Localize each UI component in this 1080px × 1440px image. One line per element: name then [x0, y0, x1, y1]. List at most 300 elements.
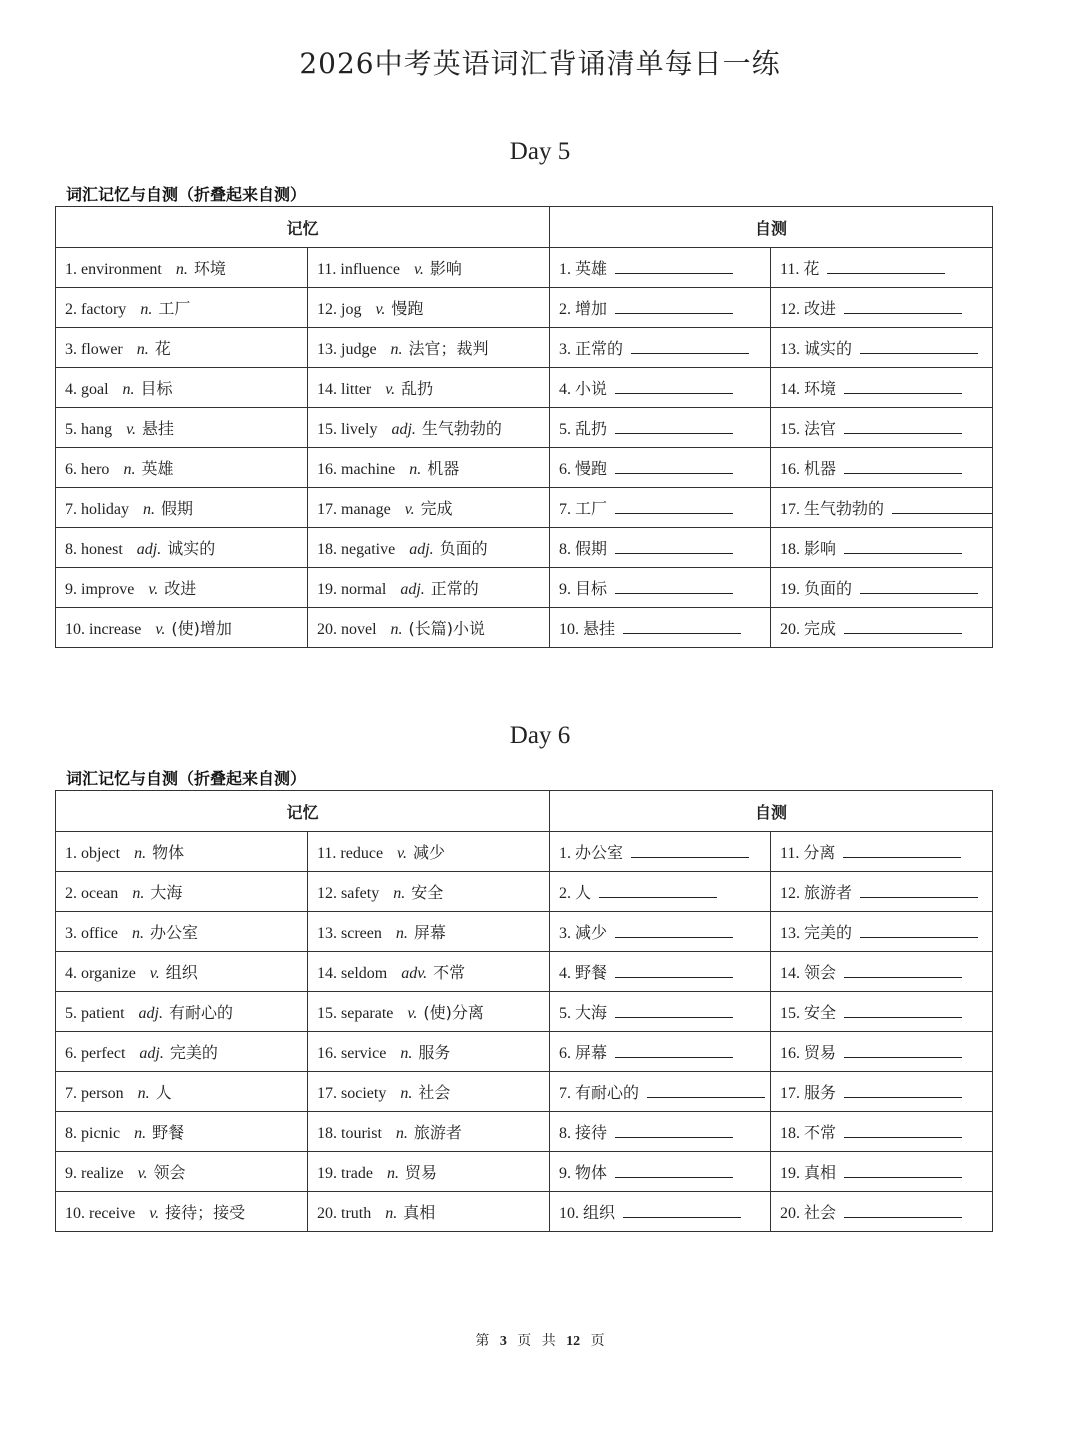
entry-number: 2. [65, 885, 77, 902]
entry-number: 8. [65, 541, 77, 558]
answer-blank[interactable] [615, 923, 733, 938]
part-of-speech: n. [134, 1125, 147, 1142]
self-test-entry [771, 568, 993, 608]
chinese-meaning: 贸易 [404, 1163, 437, 1182]
entry-number: 13. [780, 925, 801, 942]
self-test-entry [550, 1152, 771, 1192]
vocab-table-day6 [55, 790, 993, 1232]
memory-entry [56, 912, 308, 952]
english-word: tourist [341, 1125, 382, 1142]
memory-entry [308, 952, 550, 992]
chinese-meaning: 机器 [427, 459, 460, 478]
answer-blank[interactable] [615, 963, 733, 978]
answer-blank[interactable] [844, 1163, 962, 1178]
part-of-speech: v. [149, 965, 160, 982]
english-word: increase [89, 621, 142, 638]
part-of-speech: n. [386, 1165, 399, 1182]
english-word: judge [341, 341, 377, 358]
answer-blank[interactable] [844, 539, 962, 554]
answer-blank[interactable] [844, 459, 962, 474]
entry-number: 4. [65, 965, 77, 982]
chinese-prompt: 完美的 [804, 923, 853, 942]
answer-blank[interactable] [844, 1203, 962, 1218]
part-of-speech: n. [400, 1085, 413, 1102]
part-of-speech: n. [140, 301, 153, 318]
entry-number: 15. [780, 1005, 801, 1022]
chinese-meaning: 正常的 [430, 579, 479, 598]
answer-blank[interactable] [599, 883, 717, 898]
entry-number: 7. [65, 1085, 77, 1102]
part-of-speech: adj. [138, 1005, 163, 1022]
entry-number: 11. [317, 845, 337, 862]
entry-number: 5. [65, 421, 77, 438]
chinese-meaning: 改进 [164, 579, 197, 598]
entry-number: 4. [65, 381, 77, 398]
chinese-prompt: 有耐心的 [575, 1083, 640, 1102]
answer-blank[interactable] [631, 339, 749, 354]
chinese-meaning: 领会 [153, 1163, 186, 1182]
part-of-speech: adj. [409, 541, 434, 558]
entry-number: 3. [559, 925, 572, 942]
chinese-prompt: 机器 [804, 459, 837, 478]
chinese-prompt: 物体 [575, 1163, 608, 1182]
section-heading: 词汇记忆与自测（折叠起来自测） [66, 185, 307, 204]
answer-blank[interactable] [615, 259, 733, 274]
english-word: flower [81, 341, 123, 358]
part-of-speech: n. [385, 1205, 398, 1222]
table-row [56, 528, 993, 568]
answer-blank[interactable] [615, 1163, 733, 1178]
english-word: picnic [81, 1125, 121, 1142]
chinese-prompt: 分离 [803, 843, 836, 862]
self-test-entry [771, 288, 993, 328]
entry-number: 17. [780, 501, 801, 518]
entry-number: 15. [317, 1005, 337, 1022]
english-word: truth [341, 1205, 372, 1222]
answer-blank[interactable] [844, 963, 962, 978]
part-of-speech: n. [395, 1125, 408, 1142]
answer-blank[interactable] [615, 1123, 733, 1138]
english-word: machine [341, 461, 396, 478]
part-of-speech: n. [136, 341, 149, 358]
answer-blank[interactable] [844, 1083, 962, 1098]
self-test-entry [771, 952, 993, 992]
chinese-meaning: 法官；裁判 [408, 339, 489, 358]
entry-number: 18. [780, 1125, 801, 1142]
english-word: object [81, 845, 121, 862]
entry-number: 2. [65, 301, 77, 318]
answer-blank[interactable] [615, 379, 733, 394]
chinese-prompt: 增加 [575, 299, 608, 318]
self-test-entry [771, 608, 993, 648]
answer-blank[interactable] [615, 419, 733, 434]
memory-entry [308, 1112, 550, 1152]
english-word: organize [81, 965, 136, 982]
chinese-meaning: 悬挂 [142, 419, 175, 438]
memory-entry [308, 488, 550, 528]
chinese-prompt: 领会 [804, 963, 837, 982]
table-row [56, 1192, 993, 1232]
part-of-speech: n. [390, 621, 403, 638]
part-of-speech: n. [390, 341, 403, 358]
self-test-entry [550, 328, 771, 368]
entry-number: 10. [65, 621, 85, 638]
test-column-header: 自测 [550, 207, 993, 248]
english-word: environment [81, 261, 162, 278]
chinese-prompt: 减少 [575, 923, 608, 942]
english-word: ocean [81, 885, 119, 902]
self-test-entry [550, 1112, 771, 1152]
memory-entry [308, 992, 550, 1032]
memory-entry [56, 288, 308, 328]
self-test-entry [550, 528, 771, 568]
english-word: litter [341, 381, 372, 398]
section-heading: 词汇记忆与自测（折叠起来自测） [66, 769, 307, 788]
answer-blank[interactable] [844, 1043, 962, 1058]
self-test-entry [771, 368, 993, 408]
table-row [56, 952, 993, 992]
memory-entry [56, 448, 308, 488]
chinese-meaning: 负面的 [439, 539, 488, 558]
english-word: holiday [81, 501, 129, 518]
table-row [56, 488, 993, 528]
entry-number: 5. [559, 421, 572, 438]
part-of-speech: n. [134, 845, 147, 862]
entry-number: 17. [317, 1085, 337, 1102]
part-of-speech: n. [132, 885, 145, 902]
english-word: honest [81, 541, 123, 558]
memory-entry [56, 488, 308, 528]
self-test-entry [550, 248, 771, 288]
table-row [56, 288, 993, 328]
entry-number: 3. [65, 925, 77, 942]
answer-blank[interactable] [623, 619, 741, 634]
chinese-meaning: 假期 [161, 499, 194, 518]
entry-number: 1. [559, 845, 572, 862]
entry-number: 1. [65, 845, 77, 862]
english-word: trade [341, 1165, 373, 1182]
memory-entry [56, 368, 308, 408]
entry-number: 13. [780, 341, 801, 358]
memory-entry [56, 832, 308, 872]
entry-number: 6. [65, 461, 77, 478]
entry-number: 8. [65, 1125, 77, 1142]
memory-entry [56, 1072, 308, 1112]
english-word: hang [81, 421, 113, 438]
entry-number: 8. [559, 541, 572, 558]
chinese-meaning: 生气勃勃的 [421, 419, 502, 438]
self-test-entry [550, 408, 771, 448]
page-footer [0, 1330, 1080, 1350]
footer-mid: 页 共 [517, 1333, 556, 1349]
entry-number: 20. [317, 621, 337, 638]
chinese-meaning: 完美的 [169, 1043, 218, 1062]
chinese-meaning: 有耐心的 [169, 1003, 234, 1022]
entry-number: 11. [317, 261, 337, 278]
entry-number: 20. [780, 621, 801, 638]
english-word: jog [341, 301, 362, 318]
english-word: screen [341, 925, 382, 942]
entry-number: 12. [780, 885, 801, 902]
part-of-speech: n. [395, 925, 408, 942]
chinese-prompt: 诚实的 [804, 339, 853, 358]
self-test-entry [550, 952, 771, 992]
chinese-prompt: 旅游者 [804, 883, 853, 902]
entry-number: 10. [65, 1205, 85, 1222]
english-word: realize [81, 1165, 124, 1182]
chinese-prompt: 英雄 [575, 259, 608, 278]
entry-number: 3. [559, 341, 572, 358]
table-row [56, 448, 993, 488]
chinese-prompt: 乱扔 [575, 419, 608, 438]
entry-number: 19. [317, 1165, 337, 1182]
memory-entry [56, 992, 308, 1032]
entry-number: 18. [317, 541, 337, 558]
entry-number: 7. [65, 501, 77, 518]
entry-number: 1. [65, 261, 77, 278]
test-column-header: 自测 [550, 791, 993, 832]
table-row [56, 912, 993, 952]
table-row [56, 1112, 993, 1152]
english-word: reduce [340, 845, 384, 862]
self-test-entry [771, 832, 993, 872]
memory-entry [56, 872, 308, 912]
self-test-entry [771, 1192, 993, 1232]
answer-blank[interactable] [892, 499, 993, 514]
part-of-speech: v. [148, 581, 159, 598]
memory-entry [56, 608, 308, 648]
answer-blank[interactable] [631, 843, 749, 858]
answer-blank[interactable] [615, 539, 733, 554]
memory-entry [308, 568, 550, 608]
english-word: influence [340, 261, 400, 278]
chinese-meaning: 组织 [165, 963, 198, 982]
self-test-entry [771, 872, 993, 912]
memory-entry [56, 952, 308, 992]
self-test-entry [771, 1032, 993, 1072]
entry-number: 7. [559, 501, 572, 518]
answer-blank[interactable] [844, 1003, 962, 1018]
entry-number: 8. [559, 1125, 572, 1142]
table-row [56, 368, 993, 408]
chinese-prompt: 大海 [575, 1003, 608, 1022]
part-of-speech: v. [413, 261, 424, 278]
entry-number: 19. [780, 1165, 801, 1182]
english-word: seldom [341, 965, 388, 982]
chinese-prompt: 安全 [804, 1003, 837, 1022]
english-word: novel [341, 621, 377, 638]
english-word: manage [341, 501, 391, 518]
chinese-meaning: 目标 [140, 379, 173, 398]
memory-column-header: 记忆 [56, 207, 550, 248]
answer-blank[interactable] [860, 579, 978, 594]
table-row [56, 992, 993, 1032]
part-of-speech: n. [175, 261, 188, 278]
entry-number: 1. [559, 261, 572, 278]
english-word: improve [81, 581, 135, 598]
chinese-prompt: 人 [575, 883, 592, 902]
chinese-meaning: (长篇)小说 [408, 619, 486, 638]
memory-entry [308, 288, 550, 328]
chinese-meaning: 办公室 [150, 923, 199, 942]
entry-number: 16. [317, 1045, 337, 1062]
chinese-meaning: 接待；接受 [165, 1203, 246, 1222]
entry-number: 16. [780, 461, 801, 478]
english-word: perfect [81, 1045, 126, 1062]
memory-entry [56, 528, 308, 568]
answer-blank[interactable] [615, 459, 733, 474]
chinese-meaning: (使)增加 [171, 619, 232, 638]
english-word: society [341, 1085, 387, 1102]
part-of-speech: n. [400, 1045, 413, 1062]
self-test-entry [550, 448, 771, 488]
self-test-entry [771, 1152, 993, 1192]
memory-entry [308, 608, 550, 648]
answer-blank[interactable] [615, 299, 733, 314]
memory-entry [308, 1032, 550, 1072]
entry-number: 17. [780, 1085, 801, 1102]
chinese-prompt: 办公室 [575, 843, 624, 862]
self-test-entry [550, 488, 771, 528]
part-of-speech: adj. [391, 421, 416, 438]
part-of-speech: adv. [401, 965, 428, 982]
entry-number: 12. [317, 885, 337, 902]
footer-prefix: 第 [475, 1333, 490, 1349]
self-test-entry [550, 872, 771, 912]
english-word: safety [341, 885, 380, 902]
table-row [56, 328, 993, 368]
entry-number: 3. [65, 341, 77, 358]
entry-number: 4. [559, 965, 572, 982]
entry-number: 18. [317, 1125, 337, 1142]
entry-number: 11. [780, 261, 800, 278]
self-test-entry [550, 288, 771, 328]
memory-entry [308, 408, 550, 448]
part-of-speech: adj. [400, 581, 425, 598]
english-word: patient [81, 1005, 125, 1022]
chinese-prompt: 真相 [804, 1163, 837, 1182]
english-word: factory [81, 301, 127, 318]
entry-number: 9. [65, 1165, 77, 1182]
chinese-meaning: 环境 [193, 259, 226, 278]
memory-entry [308, 872, 550, 912]
answer-blank[interactable] [647, 1083, 765, 1098]
part-of-speech: v. [149, 1205, 160, 1222]
part-of-speech: v. [126, 421, 137, 438]
english-word: hero [81, 461, 110, 478]
self-test-entry [550, 368, 771, 408]
chinese-meaning: 工厂 [158, 299, 191, 318]
answer-blank[interactable] [860, 923, 978, 938]
entry-number: 5. [65, 1005, 77, 1022]
entry-number: 6. [559, 461, 572, 478]
answer-blank[interactable] [844, 299, 962, 314]
vocab-table-day5 [55, 206, 993, 648]
answer-blank[interactable] [843, 843, 961, 858]
entry-number: 15. [780, 421, 801, 438]
chinese-meaning: 真相 [403, 1203, 436, 1222]
part-of-speech: n. [409, 461, 422, 478]
entry-number: 9. [559, 1165, 572, 1182]
part-of-speech: n. [393, 885, 406, 902]
chinese-prompt: 环境 [804, 379, 837, 398]
chinese-prompt: 屏幕 [575, 1043, 608, 1062]
chinese-prompt: 完成 [804, 619, 837, 638]
chinese-prompt: 不常 [804, 1123, 837, 1142]
answer-blank[interactable] [615, 1043, 733, 1058]
memory-entry [56, 1192, 308, 1232]
answer-blank[interactable] [615, 499, 733, 514]
table-row [56, 872, 993, 912]
self-test-entry [771, 328, 993, 368]
part-of-speech: n. [122, 381, 135, 398]
answer-blank[interactable] [844, 379, 962, 394]
english-word: goal [81, 381, 109, 398]
memory-entry [308, 1072, 550, 1112]
self-test-entry [771, 248, 993, 288]
entry-number: 2. [559, 301, 572, 318]
entry-number: 12. [780, 301, 801, 318]
answer-blank[interactable] [615, 1003, 733, 1018]
chinese-meaning: 野餐 [152, 1123, 185, 1142]
part-of-speech: v. [407, 1005, 418, 1022]
chinese-prompt: 负面的 [804, 579, 853, 598]
part-of-speech: v. [155, 621, 166, 638]
memory-entry [308, 368, 550, 408]
self-test-entry [550, 912, 771, 952]
chinese-prompt: 生气勃勃的 [804, 499, 885, 518]
answer-blank[interactable] [860, 339, 978, 354]
answer-blank[interactable] [615, 579, 733, 594]
self-test-entry [550, 568, 771, 608]
entry-number: 17. [317, 501, 337, 518]
chinese-prompt: 悬挂 [583, 619, 616, 638]
english-word: office [81, 925, 119, 942]
table-row [56, 568, 993, 608]
entry-number: 4. [559, 381, 572, 398]
part-of-speech: v. [397, 845, 407, 862]
chinese-prompt: 小说 [575, 379, 608, 398]
memory-entry [56, 1032, 308, 1072]
chinese-prompt: 野餐 [575, 963, 608, 982]
entry-number: 15. [317, 421, 337, 438]
chinese-meaning: 社会 [418, 1083, 451, 1102]
memory-entry [56, 568, 308, 608]
answer-blank[interactable] [844, 619, 962, 634]
self-test-entry [771, 448, 993, 488]
chinese-prompt: 慢跑 [575, 459, 608, 478]
chinese-meaning: 慢跑 [391, 299, 424, 318]
chinese-meaning: 人 [155, 1083, 172, 1102]
part-of-speech: v. [137, 1165, 148, 1182]
answer-blank[interactable] [827, 259, 945, 274]
self-test-entry [771, 1072, 993, 1112]
document-title: 2026中考英语词汇背诵清单每日一练 [299, 47, 781, 80]
answer-blank[interactable] [623, 1203, 741, 1218]
answer-blank[interactable] [860, 883, 978, 898]
table-row [56, 1032, 993, 1072]
chinese-meaning: 英雄 [141, 459, 174, 478]
entry-number: 6. [65, 1045, 77, 1062]
answer-blank[interactable] [844, 1123, 962, 1138]
memory-entry [308, 832, 550, 872]
entry-number: 7. [559, 1085, 572, 1102]
answer-blank[interactable] [844, 419, 962, 434]
entry-number: 2. [559, 885, 572, 902]
chinese-meaning: 诚实的 [167, 539, 216, 558]
entry-number: 12. [317, 301, 337, 318]
entry-number: 19. [317, 581, 337, 598]
